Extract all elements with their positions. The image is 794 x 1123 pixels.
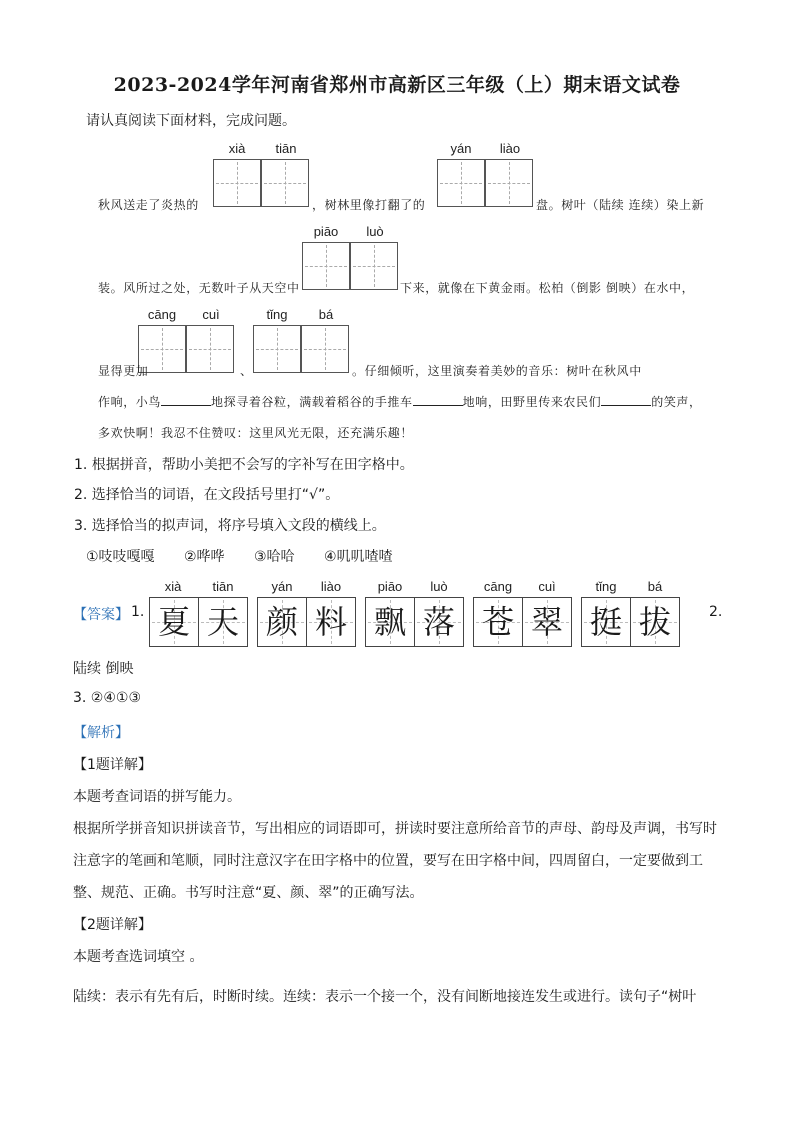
pinyin-tian: tiān (275, 141, 297, 156)
passage-l2-b: 下来，就像在下黄金雨。松柏（倒影 倒映）在水中， (400, 281, 695, 295)
passage-l4-d: 的笑声， (651, 395, 702, 409)
blank-farmers[interactable] (601, 393, 651, 406)
passage-l4-c: 地响，田野里传来农民们 (462, 395, 602, 409)
analysis-p3: 本题考查选词填空 。 (73, 949, 204, 965)
passage-l1-a: 秋风送走了炎热的 (98, 198, 199, 212)
answer-pinyin-cui: cuì (538, 579, 556, 594)
answer-pinyin-liao: liào (320, 579, 342, 594)
answer-pinyin-tian: tiān (212, 579, 234, 594)
tian-grid-luo[interactable] (350, 242, 398, 290)
passage-l2-a: 装。风所过之处，无数叶子从天空中 (98, 281, 300, 295)
pinyin-cang: cāng (147, 307, 177, 322)
passage-l4 (98, 393, 702, 410)
analysis-p2c: 整、规范、正确。书写时注意“夏、颜、翠”的正确写法。 (73, 885, 424, 901)
passage-l3-c: 。仔细倾听，这里演奏着美妙的音乐：树叶在秋风中 (352, 364, 642, 378)
analysis-heading-1: 【1题详解】 (73, 757, 152, 773)
pinyin-liao: liào (499, 141, 521, 156)
analysis-p2a: 根据所学拼音知识拼读音节，写出相应的词语即可，拼读时要注意所给音节的声母、韵母及声调，书写时 (73, 821, 717, 837)
answer-pinyin-piao: piāo (377, 579, 403, 594)
passage-l4-a: 作响，小鸟 (98, 395, 162, 409)
question-1: 1. 根据拼音，帮助小美把不会写的字补写在田字格中。 (74, 457, 414, 473)
analysis-tag: 【解析】 (73, 725, 129, 741)
answer-grid-5: 飘 (365, 597, 415, 647)
tian-grid-liao[interactable] (485, 159, 533, 207)
answer-2: 陆续 倒映 (73, 661, 134, 677)
tian-grid-tian[interactable] (261, 159, 309, 207)
question-3: 3. 选择恰当的拟声词，将序号填入文段的横线上。 (74, 518, 386, 534)
passage-l1-c: 盘。树叶（陆续 连续）染上新 (536, 198, 705, 212)
answer-grid-2: 天 (198, 597, 248, 647)
tian-grid-piao[interactable] (302, 242, 350, 290)
answer-grid-6: 落 (414, 597, 464, 647)
answer-grid-9: 挺 (581, 597, 631, 647)
passage-l3-b: 、 (240, 364, 253, 378)
tian-grid-cui[interactable] (186, 325, 234, 373)
tian-grid-xia[interactable] (213, 159, 261, 207)
answer-grid-4: 料 (306, 597, 356, 647)
question-2: 2. 选择恰当的词语，在文段括号里打“√”。 (74, 487, 340, 503)
option-2: ②哗哗 (184, 549, 225, 565)
answer-pinyin-ba: bá (647, 579, 663, 594)
answer-grid-7: 苍 (473, 597, 523, 647)
answer-3: 3. ②④①③ (73, 690, 142, 706)
answer-1-number: 1. (131, 604, 145, 620)
passage-l3-a: 显得更加 (98, 364, 149, 378)
tian-grid-yan[interactable] (437, 159, 485, 207)
passage-l1-b: ，树林里像打翻了的 (312, 198, 426, 212)
analysis-p1: 本题考查词语的拼写能力。 (73, 789, 241, 805)
analysis-heading-2: 【2题详解】 (73, 917, 152, 933)
pinyin-ting: tǐng (266, 307, 288, 322)
answer-pinyin-xia: xià (164, 579, 182, 594)
answer-grid-10: 拔 (630, 597, 680, 647)
tian-grid-ba[interactable] (301, 325, 349, 373)
blank-cart[interactable] (413, 393, 463, 406)
answer-grid-1: 夏 (149, 597, 199, 647)
pinyin-xia: xià (228, 141, 246, 156)
answer-grid-8: 翠 (522, 597, 572, 647)
answer-tag: 【答案】 (73, 607, 129, 623)
passage-l4-b: 地探寻着谷粒，满载着稻谷的手推车 (211, 395, 413, 409)
option-3: ③哈哈 (254, 549, 295, 565)
tian-grid-ting[interactable] (253, 325, 301, 373)
blank-bird[interactable] (161, 393, 211, 406)
option-4: ④叽叽喳喳 (324, 549, 393, 565)
analysis-p4: 陆续：表示有先有后，时断时续。连续：表示一个接一个，没有间断地接连发生或进行。读句子“树叶 (73, 989, 697, 1005)
instruction: 请认真阅读下面材料，完成问题。 (86, 113, 296, 129)
pinyin-ba: bá (318, 307, 334, 322)
page-title: 2023-2024学年河南省郑州市高新区三年级（上）期末语文试卷 (113, 74, 681, 96)
answer-grid-3: 颜 (257, 597, 307, 647)
option-1: ①吱吱嘎嘎 (86, 549, 155, 565)
pinyin-luo: luò (366, 224, 384, 239)
answer-2-number: 2. (709, 604, 723, 620)
answer-pinyin-yan: yán (271, 579, 293, 594)
pinyin-yan: yán (450, 141, 472, 156)
analysis-p2b: 注意字的笔画和笔顺，同时注意汉字在田字格中的位置，要写在田字格中间，四周留白，一定要做到工 (73, 853, 703, 869)
passage-l5: 多欢快啊！我忍不住赞叹：这里风光无限，还充满乐趣！ (98, 426, 414, 440)
pinyin-piao: piāo (313, 224, 339, 239)
answer-pinyin-luo: luò (430, 579, 448, 594)
answer-pinyin-ting: tǐng (595, 579, 617, 594)
answer-pinyin-cang: cāng (483, 579, 513, 594)
pinyin-cui: cuì (202, 307, 220, 322)
